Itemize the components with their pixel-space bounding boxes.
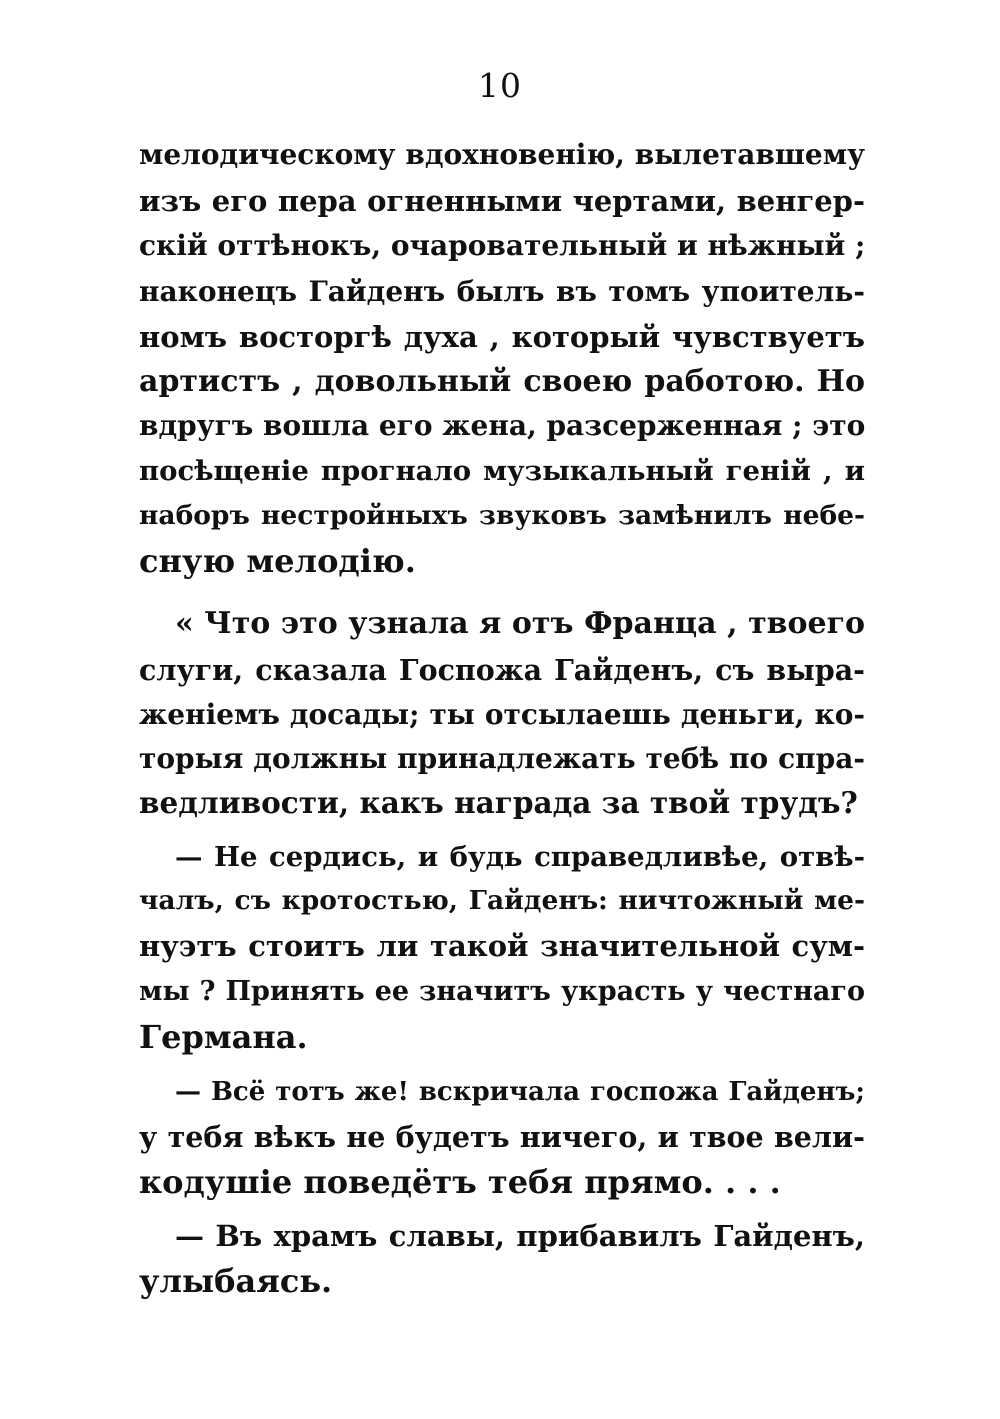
text-line: улыбаясь. — [139, 1262, 333, 1300]
text-line: кодушіе поведётъ тебя прямо. . . . — [139, 1163, 781, 1201]
text-line: чалъ, съ кротостью, Гайденъ: ничтожный ме- — [139, 885, 865, 916]
text-line: изъ его пера огненными чертами, венгер- — [139, 184, 865, 218]
text-line: посѣщеніе прогнало музыкальный геній , и — [139, 455, 865, 487]
text-line: — Въ храмъ славы, прибавилъ Гайденъ, — [175, 1219, 865, 1253]
text-line: женіемъ досады; ты отсылаешь деньги, ко- — [139, 698, 865, 731]
text-line: наборъ нестройныхъ звуковъ замѣнилъ небе- — [139, 500, 865, 531]
text-line: мелодическому вдохновенію, вылетавшему — [139, 138, 865, 171]
text-line: Германа. — [139, 1018, 308, 1056]
text-line: ведливости, какъ награда за твой трудъ? — [139, 785, 858, 820]
text-line: артистъ , довольный своею работою. Но — [139, 364, 865, 399]
text-line: номъ восторгѣ духа , который чувствуетъ — [139, 320, 865, 354]
text-line: нуэтъ стоитъ ли такой значительной сум- — [139, 929, 865, 963]
text-line: наконецъ Гайденъ былъ въ томъ упоитель- — [139, 275, 865, 308]
text-line: слуги, сказала Госпожа Гайденъ, съ выра- — [139, 653, 865, 687]
text-line: — Не сердись, и будь справедливѣе, отвѣ- — [175, 841, 865, 873]
page-number: 10 — [478, 66, 522, 105]
text-line: у тебя вѣкъ не будетъ ничего, и твое вели- — [139, 1120, 865, 1154]
text-line: « Что это узнала я отъ Франца , твоего — [175, 606, 865, 641]
text-line: торыя должны принадлежать тебѣ по спра- — [139, 742, 865, 775]
text-line: скій оттѣнокъ, очаровательный и нѣжный ; — [139, 229, 866, 262]
text-line: — Всё тотъ же! вскричала госпожа Гайденъ; — [175, 1077, 865, 1107]
text-line: сную мелодію. — [139, 542, 416, 580]
text-line: вдругъ вошла его жена, разсерженная ; это — [139, 409, 866, 442]
text-line: мы ? Принять ее значитъ украсть у честнаго — [139, 976, 865, 1007]
